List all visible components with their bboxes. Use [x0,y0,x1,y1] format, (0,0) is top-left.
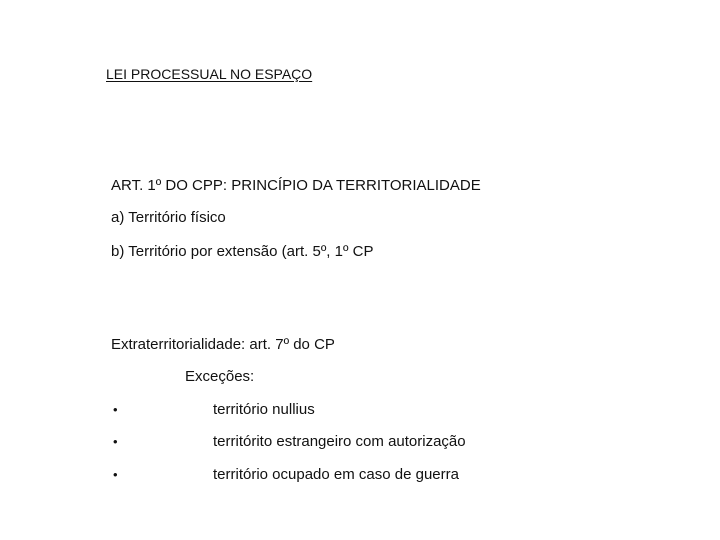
list-item-b: b) Território por extensão (art. 5º, 1º CP [111,243,374,260]
list-item-a: a) Território físico [111,209,226,226]
bullet-icon: • [113,467,118,482]
exception-item-1: território nullius [213,401,315,418]
slide-title: LEI PROCESSUAL NO ESPAÇO [106,66,313,82]
excecoes-label: Exceções: [185,368,255,385]
exception-item-2: territórito estrangeiro com autorização [213,433,466,450]
extraterritorialidade-line: Extraterritorialidade: art. 7º do CP [111,336,335,353]
bullet-icon: • [113,434,118,449]
exception-item-3: território ocupado em caso de guerra [213,466,459,483]
article-heading: ART. 1º DO CPP: PRINCÍPIO DA TERRITORIALIDADE [111,177,481,194]
bullet-icon: • [113,402,118,417]
